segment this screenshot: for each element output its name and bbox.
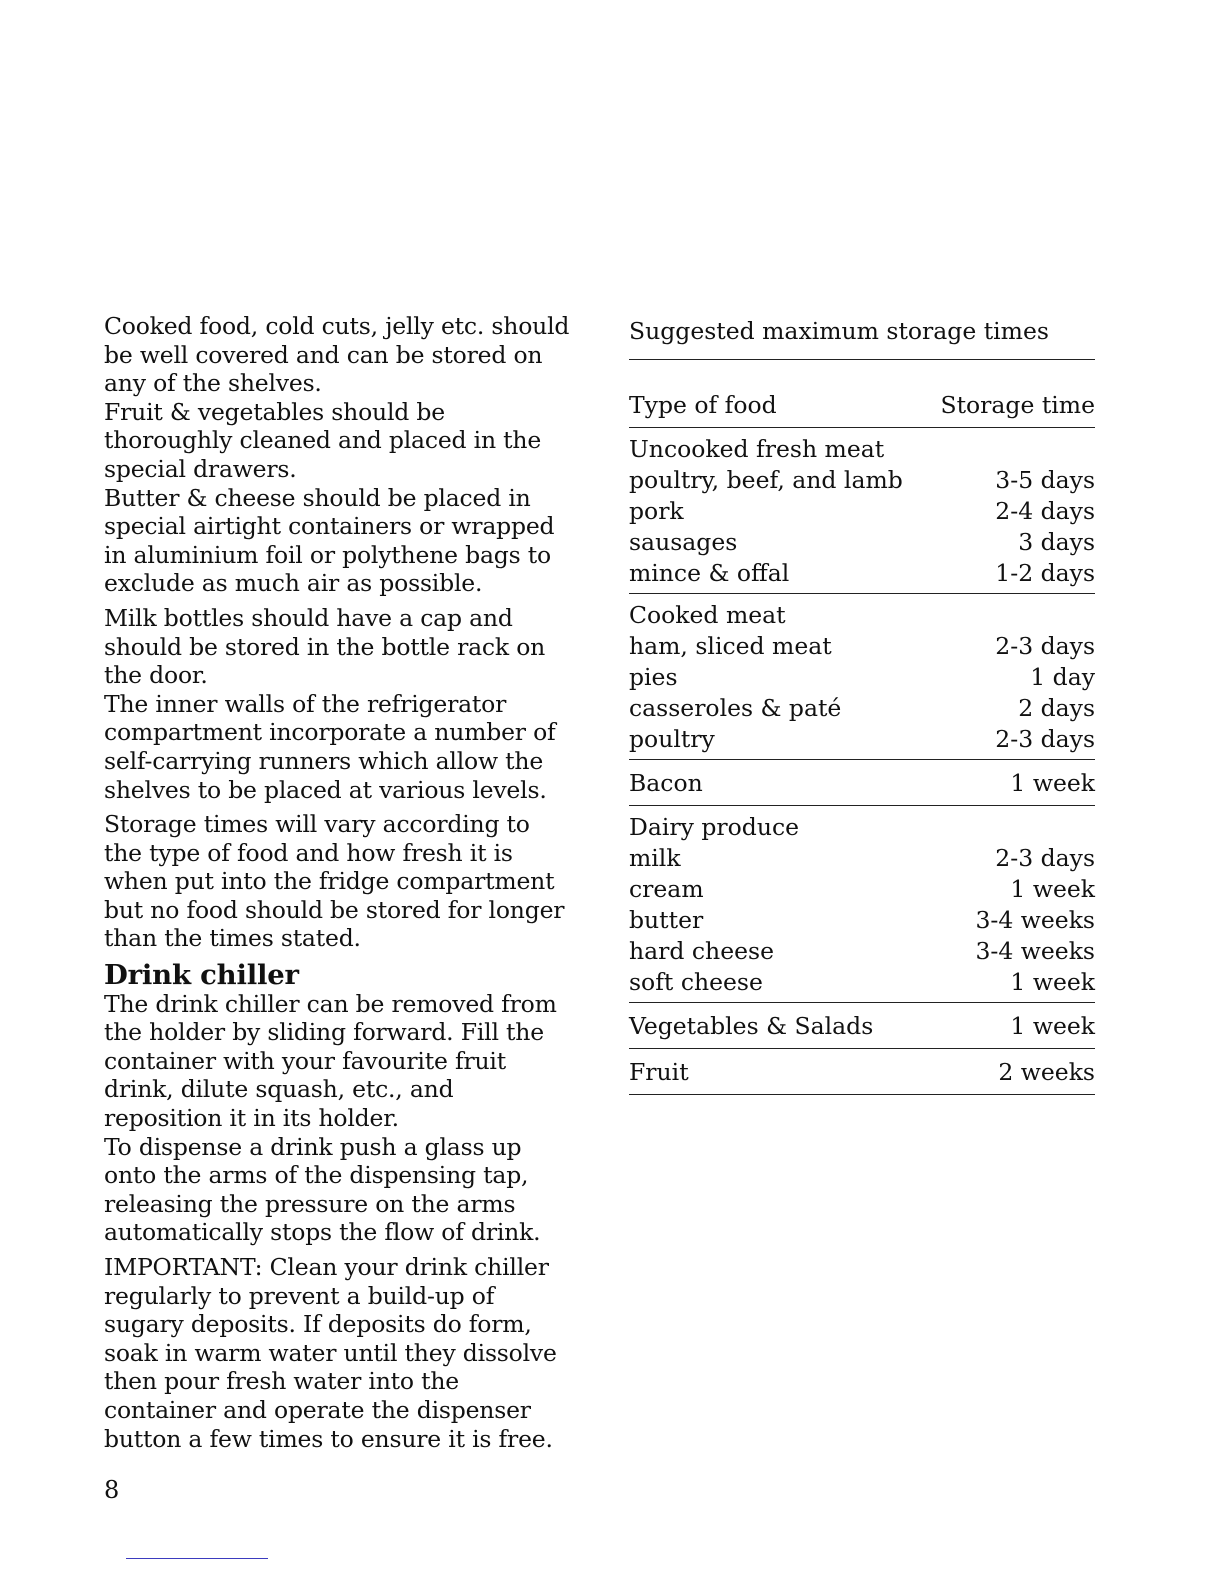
paragraph-dispense-drink: To dispense a drink push a glass up onto the arms of the dispensing tap, releasing the pressure on the arms automatically stops the flow of drink. <box>104 1132 541 1247</box>
food-cell: mince & offal <box>629 559 790 587</box>
food-cell: ham, sliced meat <box>629 632 832 660</box>
table-row <box>629 527 1095 558</box>
time-cell: 3-4 weeks <box>975 937 1095 965</box>
table-row <box>629 662 1095 693</box>
table-header-row <box>629 390 1095 428</box>
table-title: Suggested maximum storage times <box>629 316 1095 360</box>
table-group-dairy <box>629 806 1095 1003</box>
table-row <box>629 1009 1095 1044</box>
food-cell: soft cheese <box>629 968 763 996</box>
time-cell: 2 days <box>1018 694 1095 722</box>
food-cell: cream <box>629 875 704 903</box>
food-cell: casseroles & paté <box>629 694 842 722</box>
table-row <box>629 465 1095 496</box>
time-cell: 1 week <box>1010 875 1095 903</box>
time-cell: 1 week <box>1010 968 1095 996</box>
group-title: Dairy produce <box>629 813 800 841</box>
food-cell: butter <box>629 906 704 934</box>
paragraph-fruit-vegetables: Fruit & vegetables should be thoroughly cleaned and placed in the special drawers. <box>104 397 542 483</box>
table-row <box>629 693 1095 724</box>
food-cell: poultry, beef, and lamb <box>629 466 903 494</box>
time-cell: 2-4 days <box>995 497 1095 525</box>
food-cell: pork <box>629 497 684 525</box>
table-row <box>629 766 1095 801</box>
time-cell: 3 days <box>1018 528 1095 556</box>
table-group-fruit <box>629 1049 1095 1095</box>
paragraph-drink-chiller-removal: The drink chiller can be removed from the holder by sliding forward. Fill the container with your favourite fruit drink, dilute squash, etc., and reposition it in its holder. <box>104 989 557 1133</box>
page-number: 8 <box>104 1476 120 1504</box>
food-cell: Fruit <box>629 1058 689 1086</box>
left-column <box>104 312 574 1453</box>
table-row <box>629 967 1095 998</box>
paragraph-storage-times: Storage times will vary according to the type of food and how fresh it is when put into the fridge compartment but no food should be stored for longer than the times stated. <box>104 810 565 953</box>
time-cell: 2-3 days <box>995 725 1095 753</box>
group-title: Cooked meat <box>629 601 786 629</box>
time-cell: 1 day <box>1030 663 1095 691</box>
paragraph-important-clean: IMPORTANT: Clean your drink chiller regularly to prevent a build-up of sugary deposits. If deposits do form, soak in warm water until they dissolve then pour fresh water into the container and operate the dispenser button a few times to ensure it is free. <box>104 1253 557 1453</box>
table-row <box>629 936 1095 967</box>
food-cell: pies <box>629 663 678 691</box>
time-cell: 2-3 days <box>995 632 1095 660</box>
header-type-of-food: Type of food <box>629 391 777 419</box>
group-title: Uncooked fresh meat <box>629 435 885 463</box>
time-cell: 1-2 days <box>995 559 1095 587</box>
table-row <box>629 724 1095 755</box>
table-group-cooked-meat <box>629 594 1095 760</box>
time-cell: 2-3 days <box>995 844 1095 872</box>
paragraph-milk-bottles: Milk bottles should have a cap and should be stored in the bottle rack on the door. <box>104 603 546 690</box>
table-group-bacon <box>629 760 1095 806</box>
food-cell: hard cheese <box>629 937 774 965</box>
table-group-uncooked-meat <box>629 428 1095 594</box>
time-cell: 2 weeks <box>998 1058 1095 1086</box>
table-row <box>629 874 1095 905</box>
time-cell: 3-5 days <box>995 466 1095 494</box>
footer-rule <box>126 1558 268 1559</box>
table-row <box>629 905 1095 936</box>
paragraph-inner-walls: The inner walls of the refrigerator compartment incorporate a number of self-carrying runners which allow the shelves to be placed at various levels. <box>104 689 556 804</box>
storage-table <box>629 316 1095 1095</box>
food-cell: poultry <box>629 725 715 753</box>
header-storage-time: Storage time <box>940 391 1095 419</box>
table-group-vegetables <box>629 1003 1095 1049</box>
time-cell: 3-4 weeks <box>975 906 1095 934</box>
table-row <box>629 631 1095 662</box>
drink-chiller-heading: Drink chiller <box>104 959 299 992</box>
time-cell: 1 week <box>1010 1012 1095 1040</box>
table-row <box>629 843 1095 874</box>
table-row <box>629 558 1095 589</box>
table-row <box>629 1055 1095 1090</box>
paragraph-butter-cheese: Butter & cheese should be placed in special airtight containers or wrapped in aluminium foil or polythene bags to exclude as much air as possible. <box>104 483 555 598</box>
food-cell: Vegetables & Salads <box>629 1012 874 1040</box>
food-cell: sausages <box>629 528 738 556</box>
food-cell: milk <box>629 844 681 872</box>
paragraph-cooked-food: Cooked food, cold cuts, jelly etc. should be well covered and can be stored on any of the shelves. <box>104 312 570 398</box>
food-cell: Bacon <box>629 769 703 797</box>
time-cell: 1 week <box>1010 769 1095 797</box>
table-row <box>629 496 1095 527</box>
